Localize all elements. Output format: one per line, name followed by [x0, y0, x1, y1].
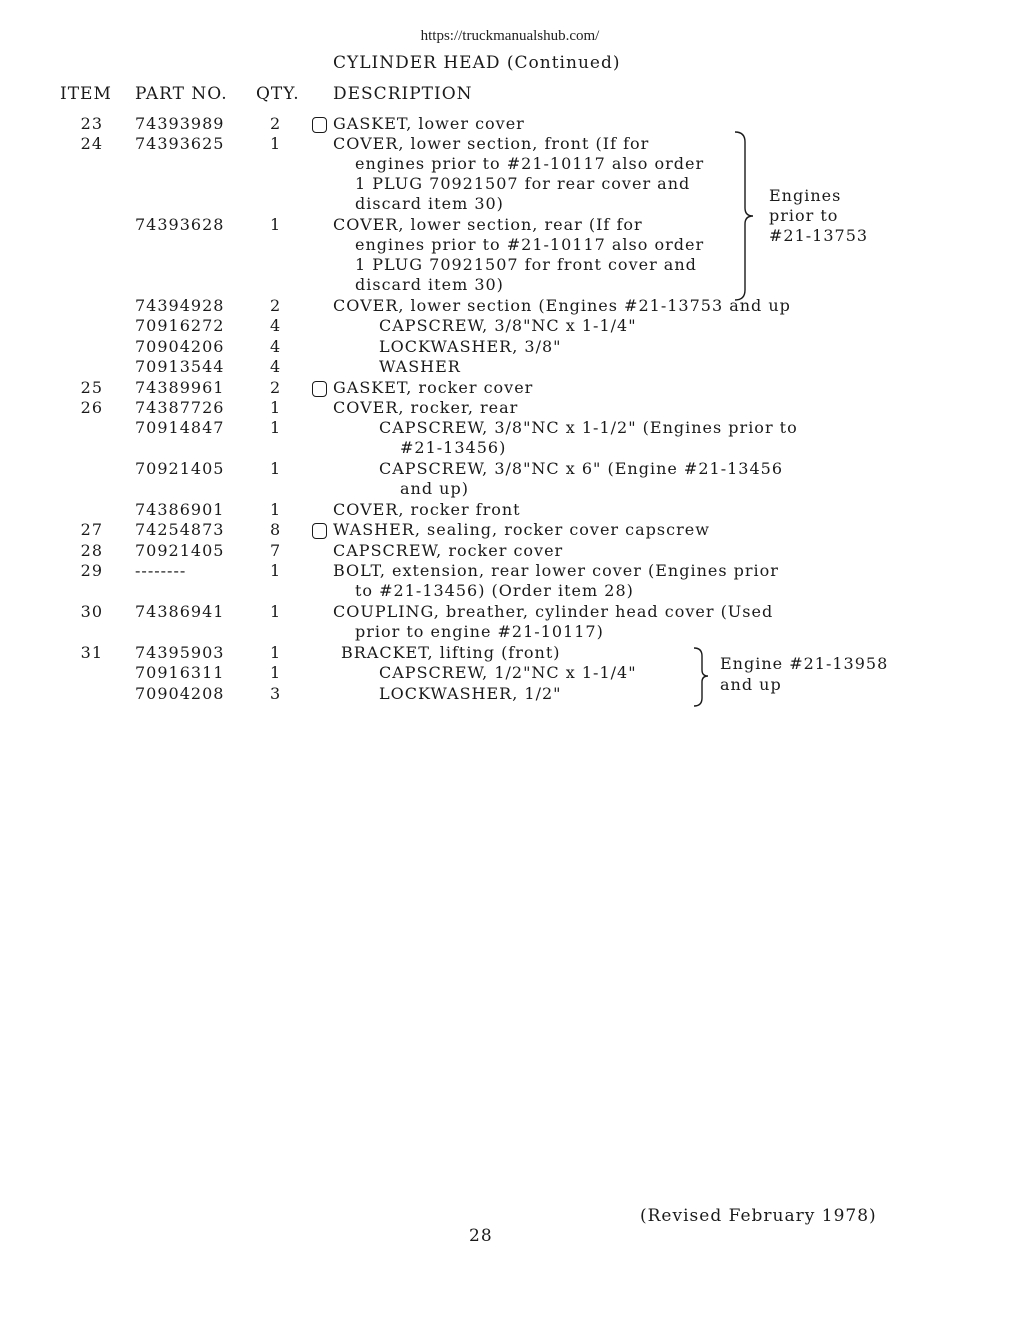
quantity: 4 [270, 316, 281, 335]
item-number: 23 [80, 114, 103, 133]
table-row [0, 459, 1020, 479]
note-engines-prior-line-3: #21-13753 [769, 226, 869, 245]
column-header-qty: QTY. [256, 84, 300, 104]
description: GASKET, rocker cover [333, 378, 534, 397]
table-row [0, 541, 1020, 561]
quantity: 1 [270, 418, 281, 437]
description: LOCKWASHER, 3/8" [379, 337, 562, 356]
part-number: 74254873 [135, 520, 225, 539]
part-number: 74393625 [135, 134, 225, 153]
checkbox-mark [312, 381, 327, 397]
quantity: 1 [270, 643, 281, 662]
item-number: 31 [80, 643, 103, 662]
table-row [0, 520, 1020, 540]
part-number: 74394928 [135, 296, 225, 315]
description: engines prior to #21-10117 also order [355, 235, 705, 254]
quantity: 2 [270, 114, 281, 133]
description: prior to engine #21-10117) [355, 622, 604, 641]
source-url: https://truckmanualshub.com/ [420, 28, 600, 44]
quantity: 1 [270, 215, 281, 234]
quantity: 8 [270, 520, 281, 539]
note-engine-13958-line-1: Engine #21-13958 [720, 654, 889, 673]
quantity: 1 [270, 134, 281, 153]
description: LOCKWASHER, 1/2" [379, 684, 562, 703]
table-row [0, 275, 1020, 295]
description: to #21-13456) (Order item 28) [355, 581, 634, 600]
part-number: 74386941 [135, 602, 225, 621]
quantity: 1 [270, 561, 281, 580]
quantity: 4 [270, 357, 281, 376]
table-row [0, 154, 1020, 174]
table-row [0, 438, 1020, 458]
description: engines prior to #21-10117 also order [355, 154, 705, 173]
description: and up) [400, 479, 469, 498]
description: 1 PLUG 70921507 for front cover and [355, 255, 697, 274]
item-number: 26 [80, 398, 103, 417]
column-header-part-no: PART NO. [135, 84, 228, 104]
item-number: 25 [80, 378, 103, 397]
part-number: 70916272 [135, 316, 225, 335]
description: COVER, lower section (Engines #21-13753 and up [333, 296, 791, 315]
quantity: 2 [270, 378, 281, 397]
description: CAPSCREW, 1/2"NC x 1-1/4" [379, 663, 637, 682]
table-row [0, 418, 1020, 438]
table-row [0, 337, 1020, 357]
description: CAPSCREW, 3/8"NC x 1-1/2" (Engines prior to [379, 418, 798, 437]
table-row [0, 174, 1020, 194]
checkbox-mark [312, 523, 327, 539]
table-row [0, 581, 1020, 601]
quantity: 1 [270, 398, 281, 417]
part-number: 70921405 [135, 541, 225, 560]
table-row [0, 622, 1020, 642]
part-number: -------- [135, 561, 187, 580]
table-row [0, 194, 1020, 214]
quantity: 1 [270, 663, 281, 682]
item-number: 28 [80, 541, 103, 560]
checkbox-mark [312, 117, 327, 133]
description: COVER, rocker front [333, 500, 521, 519]
item-number: 27 [80, 520, 103, 539]
part-number: 70921405 [135, 459, 225, 478]
quantity: 1 [270, 602, 281, 621]
table-row [0, 398, 1020, 418]
quantity: 1 [270, 500, 281, 519]
quantity: 7 [270, 541, 281, 560]
brace-engine-13958 [692, 646, 714, 708]
description: CAPSCREW, rocker cover [333, 541, 564, 560]
item-number: 30 [80, 602, 103, 621]
description: COVER, rocker, rear [333, 398, 519, 417]
table-row [0, 378, 1020, 398]
part-number: 74393628 [135, 215, 225, 234]
part-number: 74386901 [135, 500, 225, 519]
table-row [0, 316, 1020, 336]
table-row [0, 479, 1020, 499]
part-number: 74393989 [135, 114, 225, 133]
part-number: 70916311 [135, 663, 225, 682]
description: #21-13456) [400, 438, 507, 457]
description: CAPSCREW, 3/8"NC x 1-1/4" [379, 316, 637, 335]
part-number: 74389961 [135, 378, 225, 397]
note-engines-prior-line-2: prior to [769, 206, 839, 225]
description: GASKET, lower cover [333, 114, 525, 133]
description: CAPSCREW, 3/8"NC x 6" (Engine #21-13456 [379, 459, 783, 478]
table-row [0, 684, 1020, 704]
part-number: 74387726 [135, 398, 225, 417]
description: COUPLING, breather, cylinder head cover (Used [333, 602, 774, 621]
table-row [0, 500, 1020, 520]
part-number: 74395903 [135, 643, 225, 662]
table-row [0, 357, 1020, 377]
description: BOLT, extension, rear lower cover (Engines prior [333, 561, 779, 580]
table-row [0, 134, 1020, 154]
part-number: 70914847 [135, 418, 225, 437]
description: COVER, lower section, front (If for [333, 134, 650, 153]
column-header-description: DESCRIPTION [333, 84, 473, 104]
description: WASHER, sealing, rocker cover capscrew [333, 520, 710, 539]
table-row [0, 296, 1020, 316]
part-number: 70904208 [135, 684, 225, 703]
note-engines-prior-line-1: Engines [769, 186, 842, 205]
description: BRACKET, lifting (front) [341, 643, 561, 662]
quantity: 4 [270, 337, 281, 356]
description: discard item 30) [355, 194, 504, 213]
item-number: 24 [80, 134, 103, 153]
description: discard item 30) [355, 275, 504, 294]
item-number: 29 [80, 561, 103, 580]
description: WASHER [379, 357, 461, 376]
table-row [0, 561, 1020, 581]
revision-date: (Revised February 1978) [640, 1206, 877, 1226]
page-title: CYLINDER HEAD (Continued) [333, 53, 621, 73]
description: 1 PLUG 70921507 for rear cover and [355, 174, 691, 193]
quantity: 2 [270, 296, 281, 315]
part-number: 70904206 [135, 337, 225, 356]
description: COVER, lower section, rear (If for [333, 215, 643, 234]
note-engine-13958-line-2: and up [720, 675, 782, 694]
quantity: 3 [270, 684, 281, 703]
table-row [0, 602, 1020, 622]
brace-engines-prior [733, 130, 763, 302]
page-number: 28 [469, 1226, 493, 1246]
table-row [0, 255, 1020, 275]
table-row [0, 114, 1020, 134]
quantity: 1 [270, 459, 281, 478]
column-header-item: ITEM [60, 84, 112, 104]
part-number: 70913544 [135, 357, 225, 376]
